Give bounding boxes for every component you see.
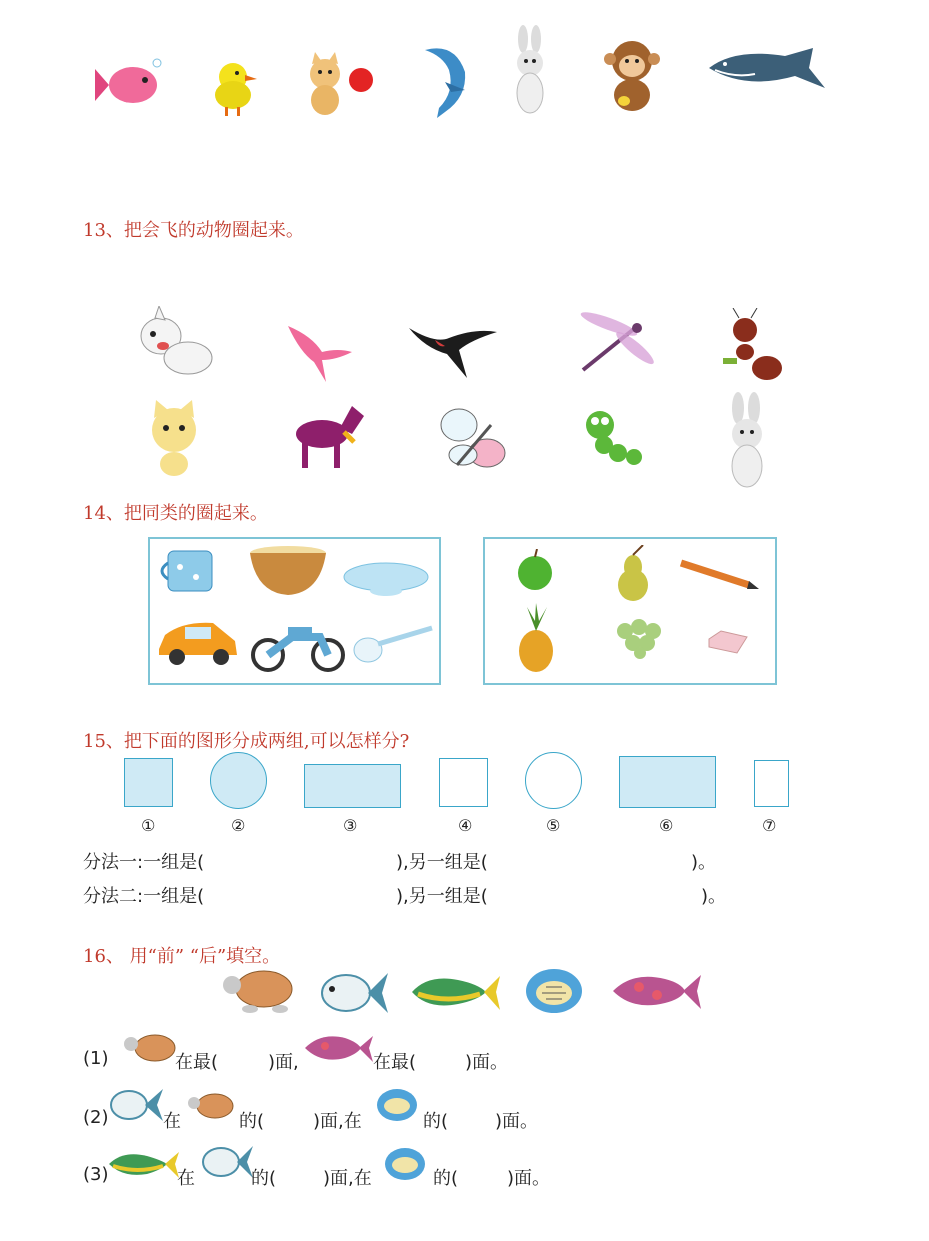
turtle-icon (220, 965, 300, 1015)
kitten-icon (142, 400, 212, 478)
bird-icon (282, 312, 354, 384)
angelfish-icon (316, 965, 388, 1019)
cup-icon (160, 549, 222, 593)
sentence-2-text-5: )面。 (495, 1111, 539, 1132)
dragonfly-icon (565, 308, 661, 372)
round-fish-icon (375, 1087, 421, 1123)
q16-sentence-1 (83, 1030, 603, 1080)
car-icon (155, 617, 241, 667)
swallow-icon (405, 318, 500, 380)
method-2-part-a: 分法二:一组是( (83, 886, 205, 907)
pear-icon (613, 545, 653, 603)
horse-icon (282, 402, 367, 472)
shape-label-7: ⑦ (762, 816, 777, 835)
rectangle-shape-7 (754, 760, 789, 807)
sentence-1-number: (1) (83, 1048, 109, 1069)
puppy-icon (133, 306, 218, 384)
sentence-2-text-2: 的( (239, 1111, 265, 1132)
monkey-icon (598, 35, 668, 113)
whale-shark-icon (705, 42, 827, 94)
spoon-icon (350, 624, 436, 666)
sentence-2-text-1: 在 (163, 1111, 181, 1132)
chick-icon (205, 55, 260, 117)
q14-right-box (483, 537, 777, 685)
sentence-2-number: (2) (83, 1107, 109, 1128)
method-2-part-c: )。 (701, 886, 727, 907)
apple-icon (515, 549, 555, 591)
method-1-part-c: )。 (691, 852, 717, 873)
q16-sentence-3 (83, 1140, 603, 1192)
grapes-icon (613, 613, 669, 659)
q15-title: 15、把下面的图形分成两组,可以怎样分? (83, 731, 410, 752)
angelfish-icon (199, 1140, 253, 1182)
sentence-3-text-5: )面。 (507, 1168, 551, 1189)
q15-method-1 (83, 848, 843, 874)
eraser-icon (707, 629, 749, 657)
sentence-1-text-2: )面, (268, 1052, 299, 1073)
circle-shape-5 (525, 752, 582, 809)
rectangle-shape-3 (304, 764, 401, 808)
method-1-part-b: ),另一组是( (396, 852, 488, 873)
q14-title: 14、把同类的圈起来。 (83, 503, 268, 524)
shape-label-2: ② (231, 816, 246, 835)
pencil-icon (677, 559, 759, 593)
mahi-fish-icon (107, 1148, 179, 1182)
dolphin-icon (415, 42, 473, 120)
rabbit-icon (508, 25, 553, 120)
shape-label-1: ① (141, 816, 156, 835)
red-fish-icon (301, 1028, 373, 1068)
shape-label-3: ③ (343, 816, 358, 835)
sentence-1-text-3: 在最( (373, 1052, 417, 1073)
butterfly-icon (437, 405, 509, 473)
shape-label-5: ⑤ (546, 816, 561, 835)
sentence-2-text-4: 的( (423, 1111, 449, 1132)
caterpillar-icon (582, 407, 647, 469)
angelfish-icon (107, 1083, 163, 1125)
sentence-3-text-1: 在 (177, 1168, 195, 1189)
circle-shape-2 (210, 752, 267, 809)
sentence-3-text-2: 的( (251, 1168, 277, 1189)
motorcycle-icon (248, 617, 348, 673)
turtle-icon (121, 1030, 179, 1066)
square-shape-4 (439, 758, 488, 807)
rectangle-shape-6 (619, 756, 716, 808)
sentence-3-text-3: )面,在 (323, 1168, 372, 1189)
sentence-3-text-4: 的( (433, 1168, 459, 1189)
round-fish-icon (522, 965, 590, 1017)
method-1-part-a: 分法一:一组是( (83, 852, 205, 873)
mahi-fish-icon (408, 970, 500, 1016)
turtle-icon (185, 1089, 237, 1123)
q16-title: 16、 用“前” “后”填空。 (83, 946, 281, 967)
round-fish-icon (383, 1146, 429, 1182)
pineapple-icon (515, 603, 557, 673)
sentence-3-number: (3) (83, 1164, 109, 1185)
q13-title: 13、把会飞的动物圈起来。 (83, 220, 304, 241)
shape-label-4: ④ (458, 816, 473, 835)
q16-sentence-2 (83, 1083, 603, 1135)
q15-method-2 (83, 882, 843, 908)
bowl-icon (248, 545, 328, 599)
square-shape-1 (124, 758, 173, 807)
plate-icon (342, 559, 430, 599)
fish-icon (95, 55, 165, 115)
method-2-part-b: ),另一组是( (396, 886, 488, 907)
red-fish-icon (609, 965, 701, 1017)
rabbit-icon (720, 392, 775, 490)
ant-icon (715, 308, 787, 388)
shape-label-6: ⑥ (659, 816, 674, 835)
q14-left-box (148, 537, 441, 685)
cat-icon (295, 52, 380, 118)
sentence-1-text-1: 在最( (175, 1052, 219, 1073)
sentence-1-text-4: )面。 (465, 1052, 509, 1073)
sentence-2-text-3: )面,在 (313, 1111, 362, 1132)
